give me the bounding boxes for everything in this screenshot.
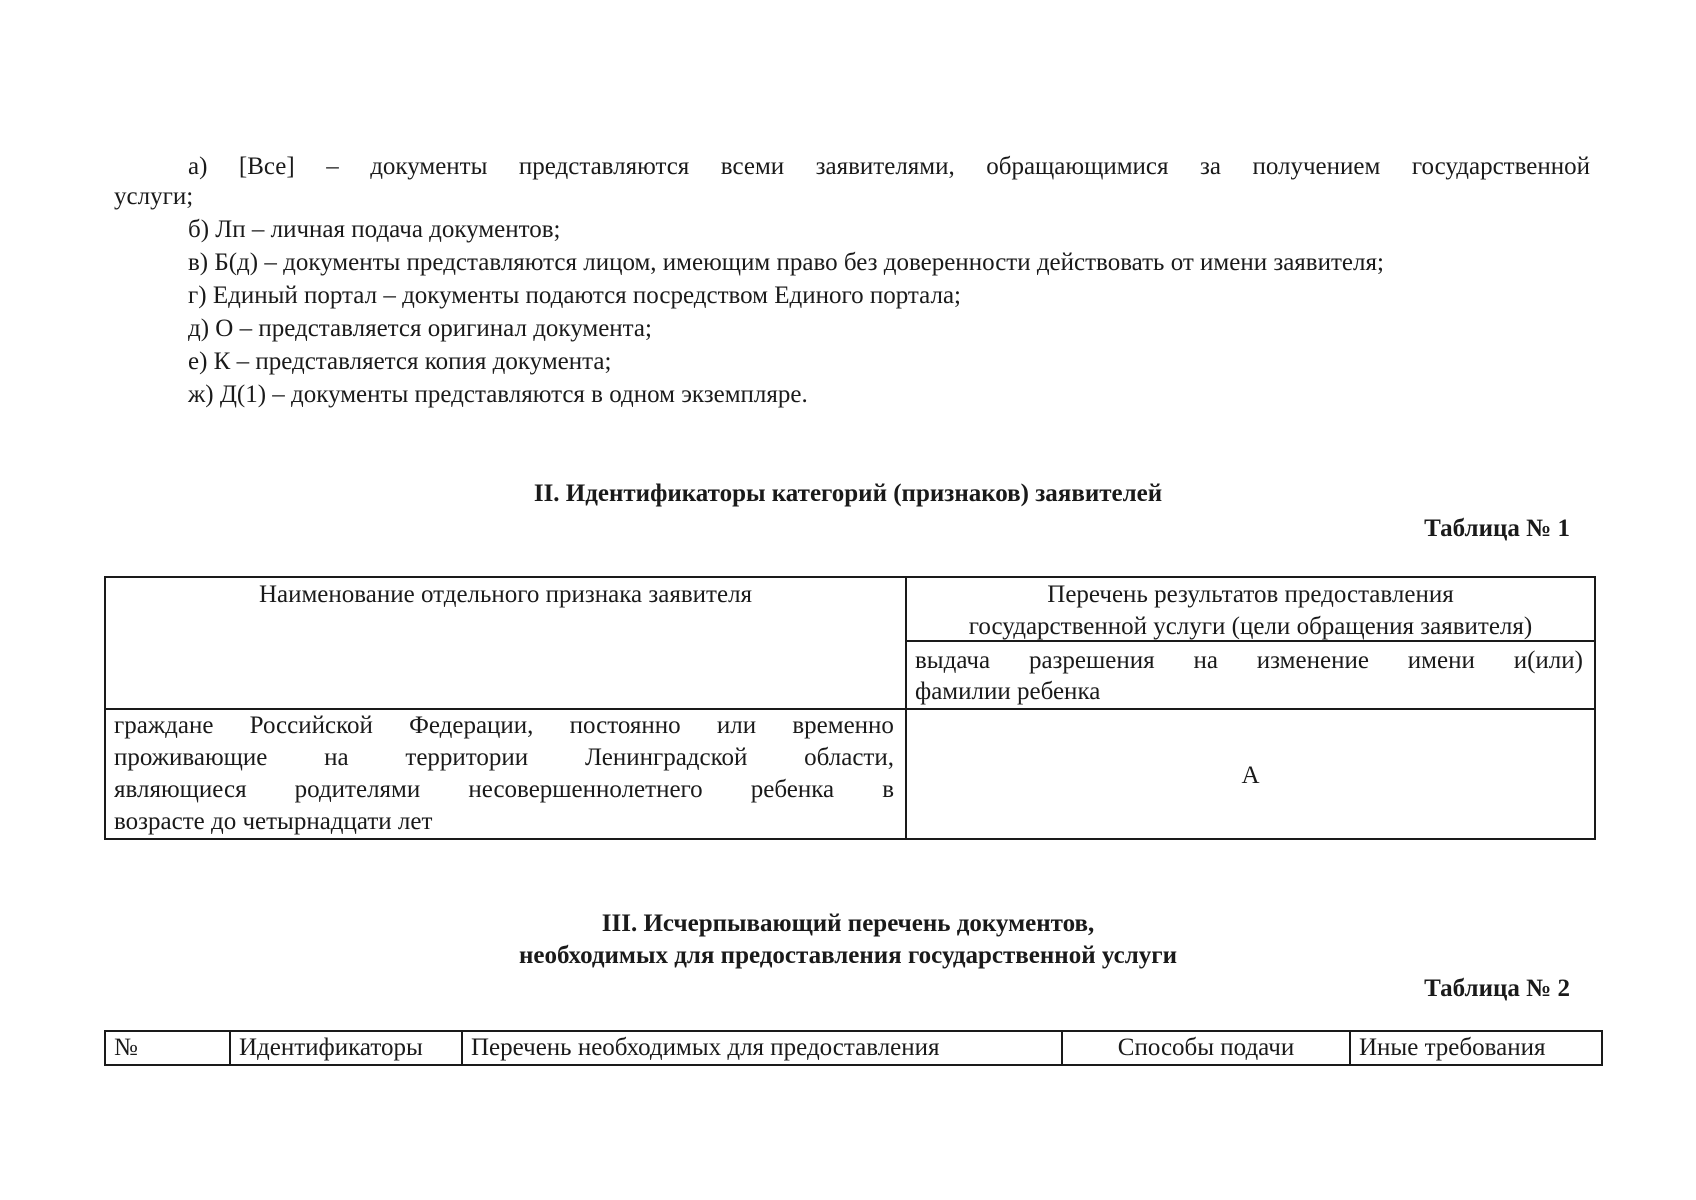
table-2-col-number: № xyxy=(114,1034,138,1061)
table-1-row1-line4: возрасте до четырнадцати лет xyxy=(114,808,433,835)
word: – xyxy=(326,153,339,180)
table-border xyxy=(1601,1030,1603,1066)
word: разрешения xyxy=(1028,647,1155,674)
word: территории xyxy=(405,744,529,771)
word: родителями xyxy=(294,776,421,803)
word: а) xyxy=(188,153,208,180)
legend-item-b: б) Лп – личная подача документов; xyxy=(188,216,561,243)
word: и(или) xyxy=(1513,647,1583,674)
table-1-col2-header-line1: Перечень результатов предоставления xyxy=(1047,581,1454,608)
table-1-col2-header-line2: государственной услуги (цели обращения заявителя) xyxy=(968,613,1533,640)
table-1-row1-line3 xyxy=(114,774,894,806)
table-border xyxy=(1349,1030,1351,1066)
legend-item-a-line1 xyxy=(188,152,1590,182)
word: Федерации, xyxy=(409,712,534,739)
word: граждане xyxy=(114,712,214,739)
section-3-heading-line1: III. Исчерпывающий перечень документов, xyxy=(601,910,1095,937)
table-border xyxy=(104,1030,106,1066)
word: за xyxy=(1199,153,1221,180)
legend-item-a-line2: услуги; xyxy=(114,183,194,210)
word: государственной xyxy=(1411,153,1590,180)
table-border xyxy=(104,576,1596,578)
word: на xyxy=(324,744,349,771)
legend-item-g: г) Единый портал – документы подаются посредством Единого портала; xyxy=(188,282,961,309)
word: являющиеся xyxy=(114,776,247,803)
word: представляются xyxy=(518,153,690,180)
word: обращающимися xyxy=(986,153,1169,180)
word: всеми xyxy=(720,153,785,180)
table-2-col-methods: Способы подачи xyxy=(1117,1034,1295,1061)
table-2-label: Таблица № 2 xyxy=(1424,975,1570,1002)
word: области, xyxy=(804,744,894,771)
word: Ленинградской xyxy=(584,744,748,771)
table-1-label: Таблица № 1 xyxy=(1424,515,1570,542)
table-2-col-identifiers: Идентификаторы xyxy=(239,1034,423,1061)
table-1-result-line1 xyxy=(915,645,1583,677)
section-3-heading-line2: необходимых для предоставления государственной услуги xyxy=(519,942,1177,969)
table-border xyxy=(1594,576,1596,840)
table-1-result-line2: фамилии ребенка xyxy=(915,678,1101,705)
table-1-row1-line2 xyxy=(114,742,894,774)
word: или xyxy=(716,712,757,739)
word: на xyxy=(1193,647,1218,674)
table-border xyxy=(461,1030,463,1066)
table-1-col1-header: Наименование отдельного признака заявителя xyxy=(258,581,753,608)
section-2-heading: II. Идентификаторы категорий (признаков) заявителей xyxy=(533,480,1163,507)
word: ребенка xyxy=(750,776,835,803)
table-border xyxy=(104,1064,1603,1066)
table-2-col-other: Иные требования xyxy=(1359,1034,1546,1061)
table-2-col-documents: Перечень необходимых для предоставления xyxy=(471,1034,940,1061)
word: получением xyxy=(1252,153,1381,180)
table-border xyxy=(104,576,106,840)
word: временно xyxy=(792,712,894,739)
word: выдача xyxy=(915,647,991,674)
table-border xyxy=(229,1030,231,1066)
word: в xyxy=(882,776,894,803)
legend-item-zh: ж) Д(1) – документы представляются в одном экземпляре. xyxy=(188,381,808,408)
table-1-row1-line1 xyxy=(114,710,894,742)
word: постоянно xyxy=(569,712,681,739)
word: документы xyxy=(370,153,488,180)
word: заявителями, xyxy=(815,153,955,180)
legend-item-v: в) Б(д) – документы представляются лицом, имеющим право без доверенности действовать от имени заявителя; xyxy=(188,249,1384,276)
word: Российской xyxy=(249,712,373,739)
table-border xyxy=(104,838,1596,840)
word: несовершеннолетнего xyxy=(468,776,703,803)
word: изменение xyxy=(1256,647,1369,674)
legend-item-e: е) К – представляется копия документа; xyxy=(188,348,612,375)
legend-item-d: д) О – представляется оригинал документа; xyxy=(188,315,652,342)
table-1-row1-value: А xyxy=(1241,762,1260,789)
word: [Все] xyxy=(238,153,295,180)
word: имени xyxy=(1407,647,1475,674)
word: проживающие xyxy=(114,744,268,771)
